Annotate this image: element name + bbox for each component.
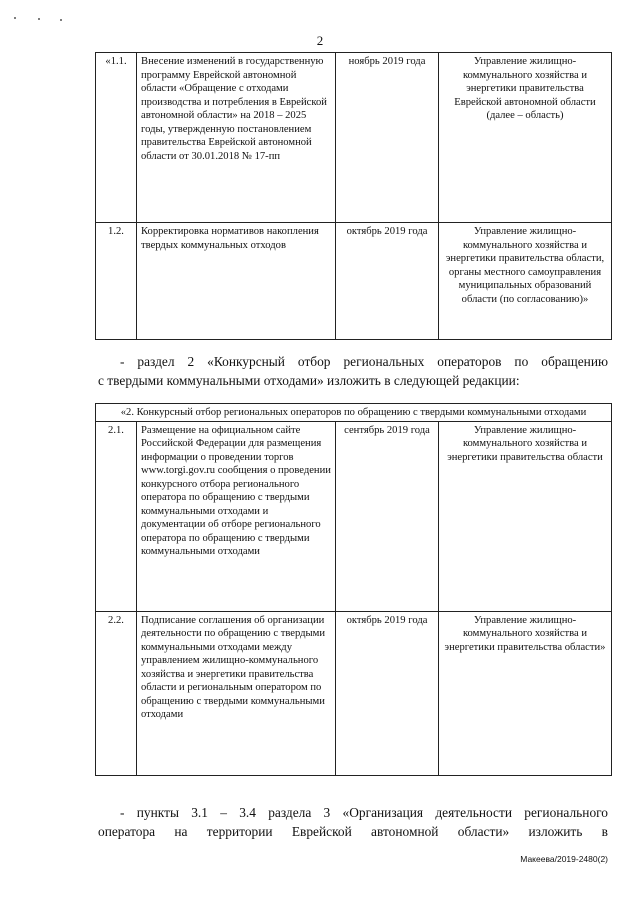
activity-text: Корректировка нормативов накопления твердых коммунальных отходов bbox=[137, 223, 336, 340]
table-row bbox=[96, 421, 612, 611]
activity-text: Внесение изменений в государственную программу Еврейской автономной области «Обращение с отходами производства и потребления в Еврейской автономной области» на 2018 – 2025 годы, утвержденную постановлением правительства Еврейской автономной области от 30.01.2018 № 17-пп bbox=[137, 53, 336, 223]
activity-table-section-2 bbox=[95, 403, 612, 776]
executor: Управление жилищно-коммунального хозяйства и энергетики правительства области, органы местного самоуправления муниципальных образований области (по согласованию)» bbox=[439, 223, 612, 340]
paragraph-line: - пункты 3.1 – 3.4 раздела 3 «Организация деятельности регионального bbox=[120, 805, 608, 820]
executor: Управление жилищно-коммунального хозяйства и энергетики правительства Еврейской автономной области (далее – область) bbox=[439, 53, 612, 223]
activity-text: Размещение на официальном сайте Российской Федерации для размещения информации о проведении торгов www.torgi.gov.ru сообщения о проведении конкурсного отбора регионального оператора по обращению с твердыми коммунальными отходами и документации об отборе регионального оператора по обращению с твердыми коммунальными отходами bbox=[137, 421, 336, 611]
paragraph-line: - раздел 2 «Конкурсный отбор региональных операторов по обращению bbox=[120, 354, 608, 369]
section-title: «2. Конкурсный отбор региональных операторов по обращению с твердыми коммунальными отходами bbox=[96, 404, 612, 422]
executor: Управление жилищно-коммунального хозяйства и энергетики правительства области» bbox=[439, 611, 612, 775]
paragraph-line: с твердыми коммунальными отходами» изложить в следующей редакции: bbox=[98, 373, 520, 388]
scan-speck bbox=[38, 18, 40, 20]
paragraph-section-2-change bbox=[98, 352, 608, 390]
document-code: Макеева/2019-2480(2) bbox=[520, 854, 608, 864]
row-number: 2.2. bbox=[96, 611, 137, 775]
executor: Управление жилищно-коммунального хозяйства и энергетики правительства области bbox=[439, 421, 612, 611]
deadline: ноябрь 2019 года bbox=[336, 53, 439, 223]
page-number: 2 bbox=[316, 33, 324, 48]
row-number: «1.1. bbox=[96, 53, 137, 223]
row-number: 2.1. bbox=[96, 421, 137, 611]
paragraph-line: оператора на территории Еврейской автономной области» изложить в bbox=[98, 824, 608, 839]
table-row bbox=[96, 223, 612, 340]
deadline: сентябрь 2019 года bbox=[336, 421, 439, 611]
scan-speck bbox=[14, 17, 16, 19]
activity-table-section-1 bbox=[95, 52, 612, 340]
section-header-row bbox=[96, 404, 612, 422]
deadline: октябрь 2019 года bbox=[336, 611, 439, 775]
row-number: 1.2. bbox=[96, 223, 137, 340]
table-row bbox=[96, 611, 612, 775]
table-row bbox=[96, 53, 612, 223]
paragraph-section-3-change bbox=[98, 803, 608, 841]
deadline: октябрь 2019 года bbox=[336, 223, 439, 340]
scan-speck bbox=[60, 19, 62, 21]
activity-text: Подписание соглашения об организации деятельности по обращению с твердыми коммунальными отходами между управлением жилищно-коммунального хозяйства и энергетики правительства области и региональным оператором по обращению с твердыми коммунальными отходами bbox=[137, 611, 336, 775]
